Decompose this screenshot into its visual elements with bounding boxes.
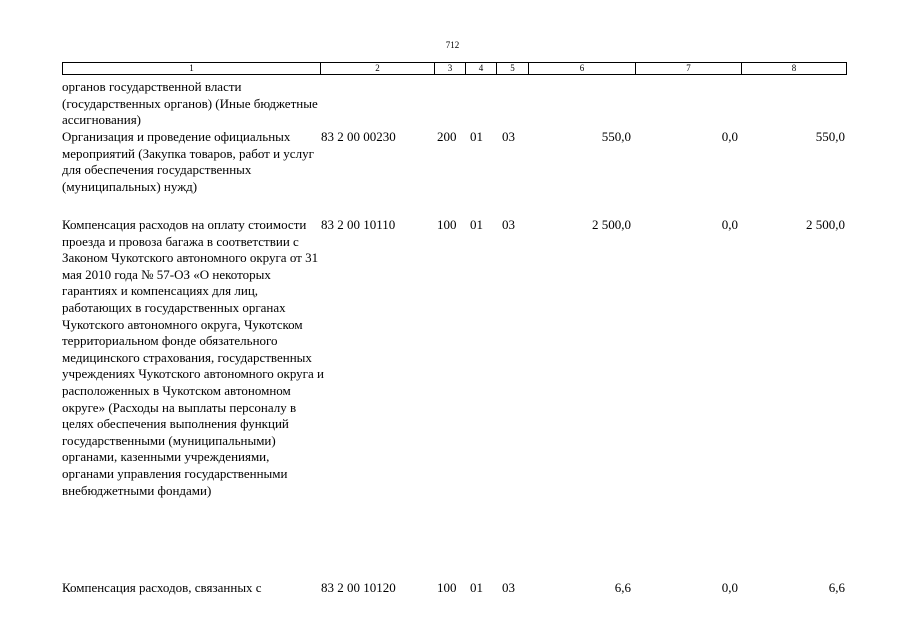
row-col-3: 200 [437,129,457,144]
row-name: Организация и проведение официальных мероприятий (Закупка товаров, работ и услуг для обеспечения государственных (муниципальных) нужд) [62,129,314,194]
row-col-4: 01 [470,129,483,144]
row-name: Компенсация расходов на оплату стоимости проезда и провоза багажа в соответствии с Законом Чукотского автономного округа от 31 мая 2010 года № 57-ОЗ «О некоторых гарантиях и компенсациях для лиц, работающих в государственных органах Чукотского автономного округа, Чукотском территориальном фонде обязательного медицинского страхования, государственных учреждениях Чукотского автономного округа и расположенных в Чукотском автономном округе» (Расходы на выплаты персоналу в целях обеспечения выполнения функций государственными (муниципальными) органами, казенными учреждениями, органами управления государственными внебюджетными фондами) [62,217,324,498]
row-name: органов государственной власти (государственных органов) (Иные бюджетные ассигнования) [62,79,318,128]
row-col-3: 100 [437,217,457,232]
header-col-3: 3 [435,63,466,74]
row-code: 83 2 00 00230 [321,129,396,144]
row-col-6: 550,0 [601,129,631,144]
header-col-1: 1 [63,63,321,74]
row-code: 83 2 00 10120 [321,580,396,595]
row-name: Компенсация расходов, связанных с [62,580,262,595]
row-col-6: 6,6 [614,580,631,595]
header-col-7: 7 [636,63,742,74]
row-col-4: 01 [470,217,483,232]
row-col-8: 6,6 [828,580,845,595]
row-col-7: 0,0 [721,217,738,232]
header-col-4: 4 [466,63,497,74]
row-code: 83 2 00 10110 [321,217,396,232]
table-header [62,62,847,75]
row-col-8: 2 500,0 [806,217,845,232]
row-col-6: 2 500,0 [592,217,631,232]
row-col-4: 01 [470,580,483,595]
row-col-8: 550,0 [815,129,845,144]
row-col-5: 03 [502,129,515,144]
header-col-5: 5 [497,63,529,74]
header-col-8: 8 [791,63,797,73]
row-col-7: 0,0 [721,129,738,144]
header-col-6: 6 [529,63,636,74]
row-col-5: 03 [502,580,515,595]
row-col-5: 03 [502,217,515,232]
page-number: 712 [445,40,460,50]
row-col-3: 100 [437,580,457,595]
row-col-7: 0,0 [721,580,738,595]
header-col-2: 2 [321,63,435,74]
